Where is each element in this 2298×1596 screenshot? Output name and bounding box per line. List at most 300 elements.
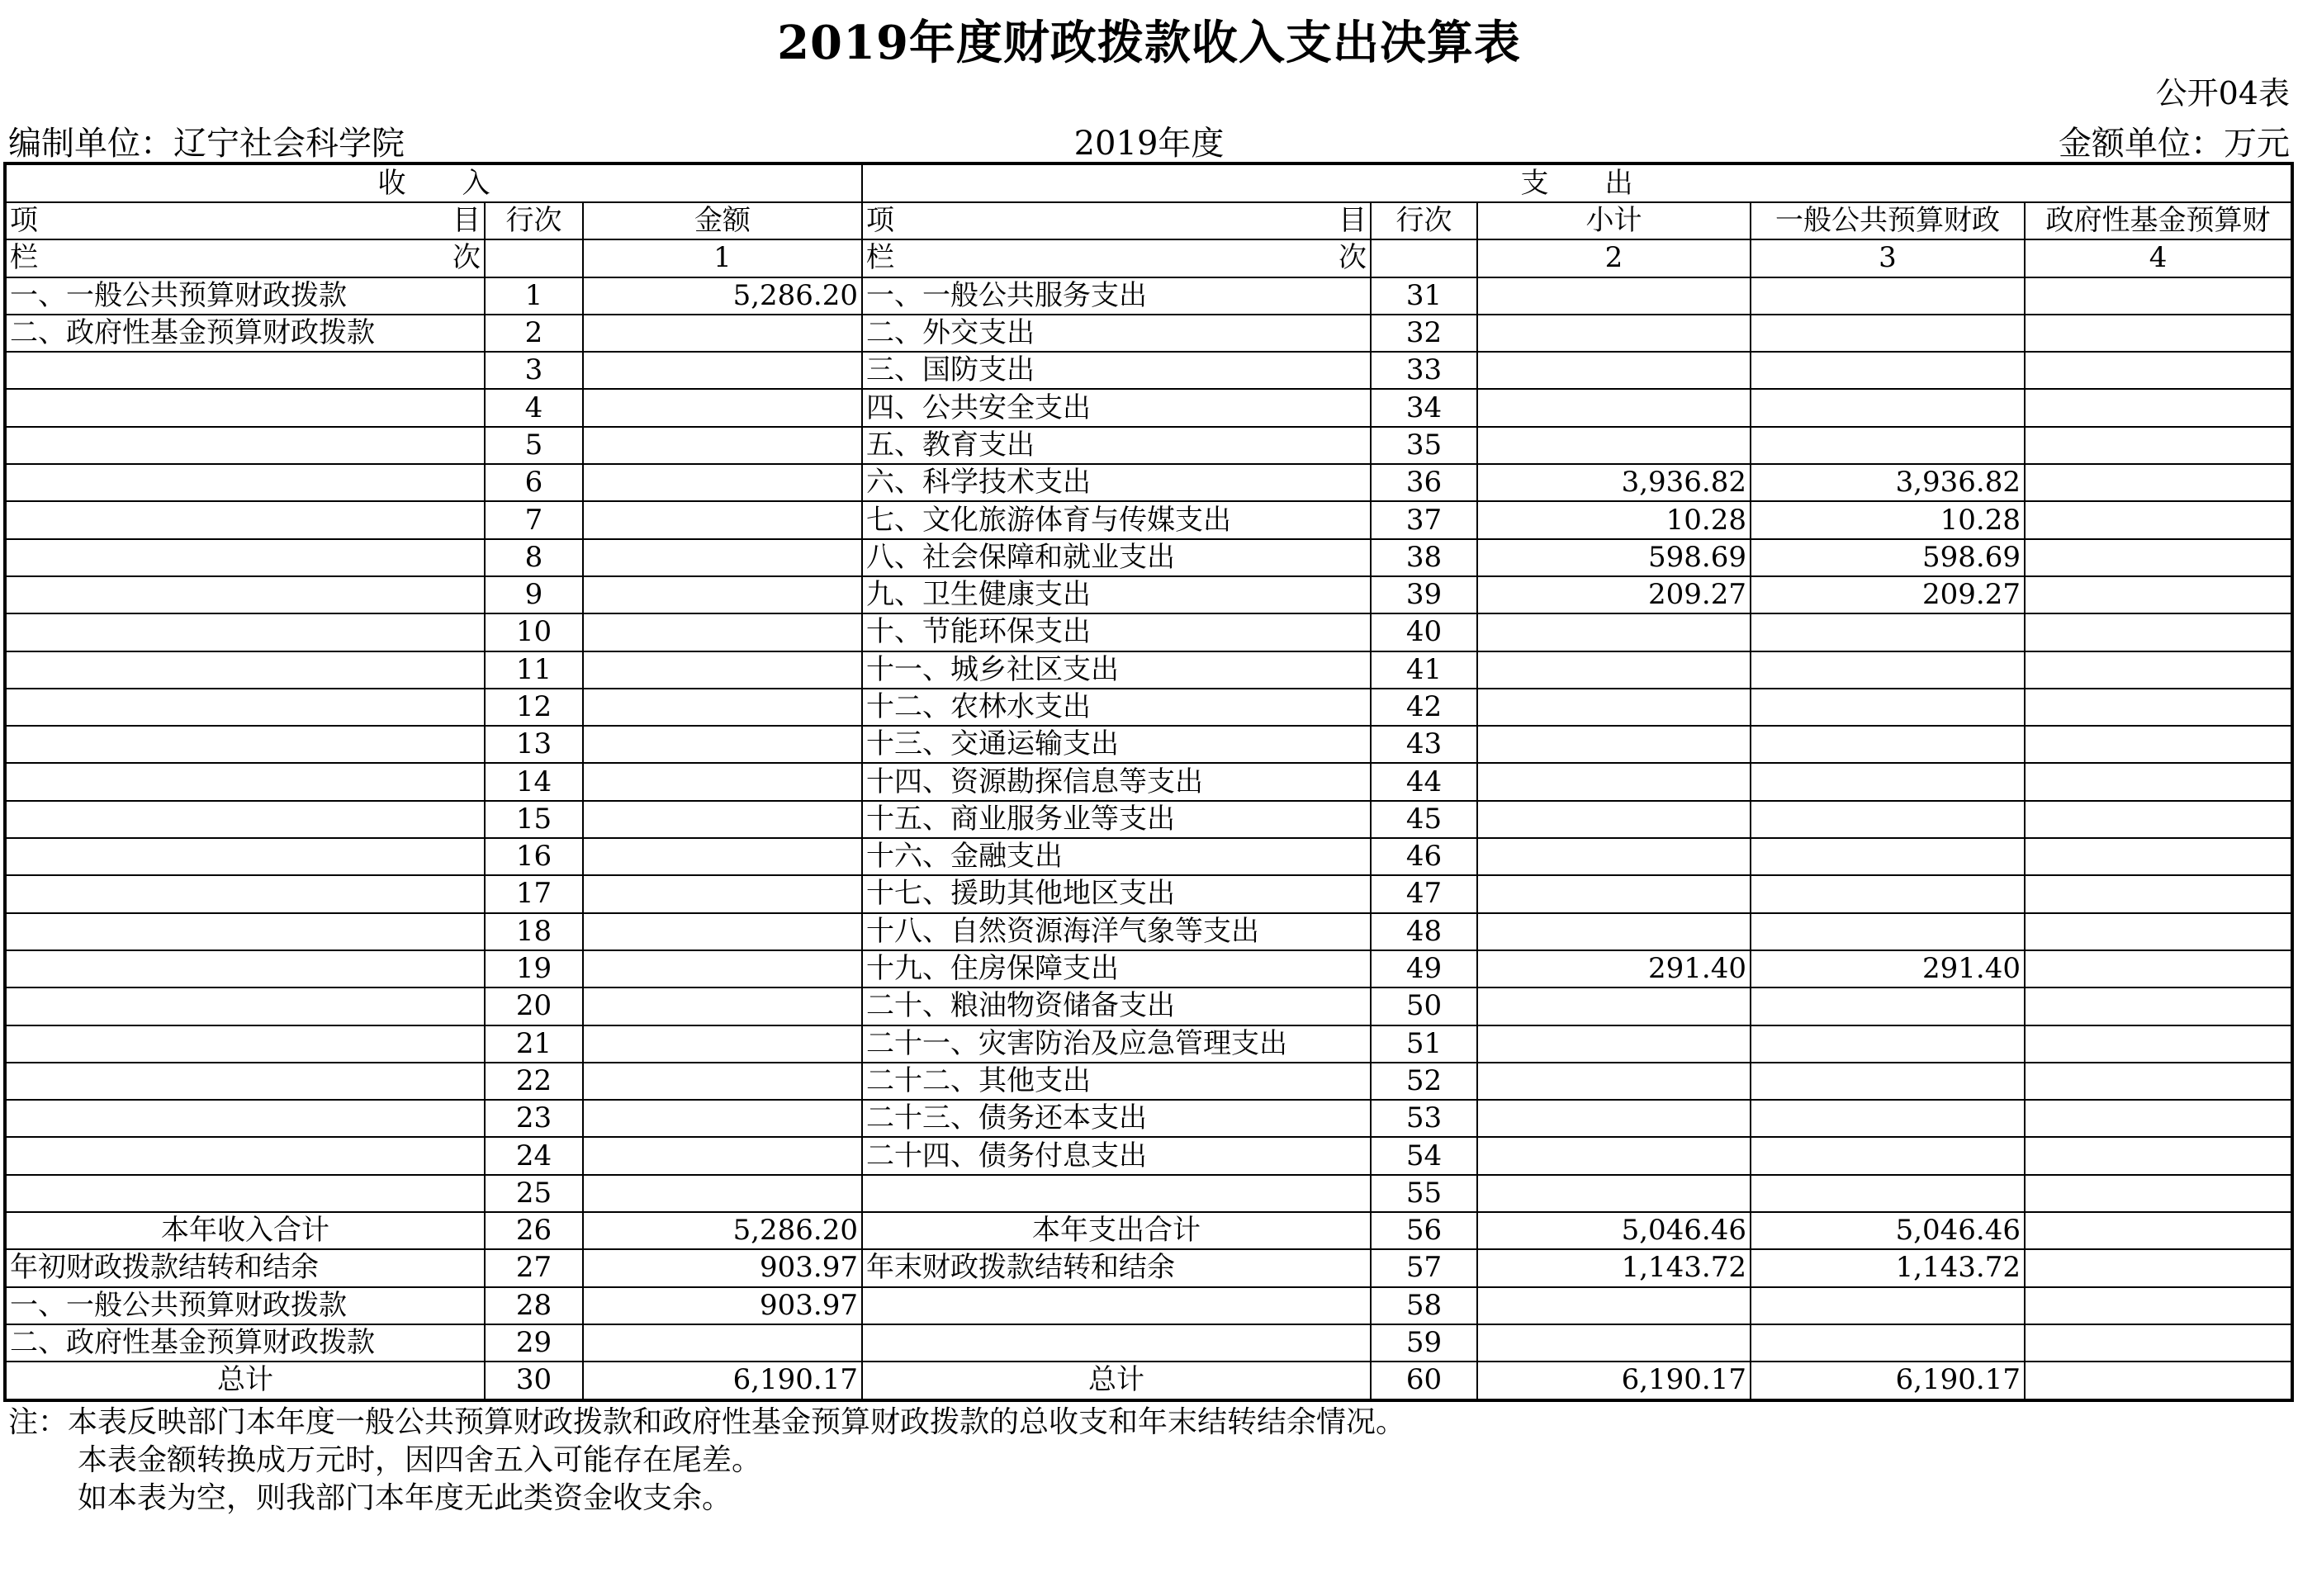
expense-subtotal-cell xyxy=(1477,1100,1751,1137)
income-amount-cell xyxy=(583,801,862,838)
expense-subtotal-cell xyxy=(1477,726,1751,763)
expense-row-no-cell: 46 xyxy=(1371,838,1477,875)
compiling-unit: 编制单位：辽宁社会科学院 xyxy=(8,125,405,163)
expense-general-cell xyxy=(1751,427,2025,464)
expense-subtotal-cell: 209.27 xyxy=(1477,576,1751,613)
income-row-no-cell: 26 xyxy=(485,1212,583,1249)
expense-general-cell xyxy=(1751,1175,2025,1212)
expense-general-cell xyxy=(1751,726,2025,763)
expense-general-cell xyxy=(1751,1287,2025,1324)
total-row xyxy=(5,1287,2292,1324)
table-row xyxy=(5,763,2292,800)
income-item-cell: 年初财政拨款结转和结余 xyxy=(5,1249,485,1286)
expense-subtotal-cell xyxy=(1477,838,1751,875)
income-row-no-cell: 21 xyxy=(485,1025,583,1063)
income-row-no-cell: 9 xyxy=(485,576,583,613)
expense-item-cell: 十、节能环保支出 xyxy=(862,613,1371,651)
expense-subtotal-cell xyxy=(1477,352,1751,389)
expense-row-no-cell: 53 xyxy=(1371,1100,1477,1137)
expense-general-cell xyxy=(1751,389,2025,426)
expense-fund-cell xyxy=(2025,875,2292,912)
expense-subtotal-cell: 3,936.82 xyxy=(1477,464,1751,501)
income-row-no-cell: 25 xyxy=(485,1175,583,1212)
income-item-cell xyxy=(5,539,485,576)
income-amount-cell xyxy=(583,1063,862,1100)
expense-item-cell: 二十二、其他支出 xyxy=(862,1063,1371,1100)
expense-subtotal-cell xyxy=(1477,689,1751,726)
expense-row-no-cell: 47 xyxy=(1371,875,1477,912)
expense-fund-cell xyxy=(2025,501,2292,538)
expense-fund-cell xyxy=(2025,613,2292,651)
expense-fund-cell xyxy=(2025,913,2292,950)
expense-general-cell xyxy=(1751,651,2025,689)
expense-row-no-cell: 48 xyxy=(1371,913,1477,950)
income-item-cell: 总计 xyxy=(5,1362,485,1399)
income-amount-cell xyxy=(583,427,862,464)
column-index-row xyxy=(5,239,2292,277)
expense-fund-cell xyxy=(2025,763,2292,800)
expense-general-cell xyxy=(1751,838,2025,875)
expense-fund-cell xyxy=(2025,689,2292,726)
expense-fund-cell xyxy=(2025,1137,2292,1174)
expense-row-no-cell: 38 xyxy=(1371,539,1477,576)
expense-item-cell: 七、文化旅游体育与传媒支出 xyxy=(862,501,1371,538)
income-amount-header: 金额 xyxy=(583,202,862,239)
income-amount-cell xyxy=(583,913,862,950)
table-row xyxy=(5,801,2292,838)
table-row xyxy=(5,576,2292,613)
expense-subtotal-cell xyxy=(1477,1287,1751,1324)
income-item-cell xyxy=(5,763,485,800)
income-amount-cell xyxy=(583,763,862,800)
income-row-no-cell: 15 xyxy=(485,801,583,838)
report-year: 2019年度 xyxy=(1073,125,1225,163)
income-amount-cell: 5,286.20 xyxy=(583,277,862,315)
expense-row-no-cell: 32 xyxy=(1371,315,1477,352)
general-budget-header: 一般公共预算财政 xyxy=(1751,202,2025,239)
income-amount-cell xyxy=(583,689,862,726)
income-row-no-cell: 29 xyxy=(485,1324,583,1362)
expense-general-cell xyxy=(1751,763,2025,800)
expense-row-no-header: 行次 xyxy=(1371,202,1477,239)
income-item-cell xyxy=(5,651,485,689)
expense-item-cell: 十三、交通运输支出 xyxy=(862,726,1371,763)
income-item-header: 项 目 xyxy=(5,202,485,239)
table-row xyxy=(5,613,2292,651)
income-row-no-cell: 11 xyxy=(485,651,583,689)
group-header-row xyxy=(5,163,2292,202)
income-amount-cell xyxy=(583,464,862,501)
expense-general-cell xyxy=(1751,689,2025,726)
income-row-no-cell: 23 xyxy=(485,1100,583,1137)
expense-fund-cell xyxy=(2025,539,2292,576)
income-row-no-cell: 17 xyxy=(485,875,583,912)
amount-unit: 金额单位：万元 xyxy=(2059,125,2290,163)
expense-fund-cell xyxy=(2025,427,2292,464)
expense-item-cell: 三、国防支出 xyxy=(862,352,1371,389)
expense-subtotal-cell: 10.28 xyxy=(1477,501,1751,538)
expense-general-cell: 5,046.46 xyxy=(1751,1212,2025,1249)
expense-fund-cell xyxy=(2025,315,2292,352)
table-row xyxy=(5,389,2292,426)
total-row xyxy=(5,1324,2292,1362)
income-row-no-cell: 28 xyxy=(485,1287,583,1324)
income-group-header: 收 入 xyxy=(5,163,862,202)
income-row-no-cell: 13 xyxy=(485,726,583,763)
expense-fund-cell xyxy=(2025,1249,2292,1286)
table-row xyxy=(5,427,2292,464)
expense-subtotal-cell: 291.40 xyxy=(1477,950,1751,987)
expense-row-no-cell: 57 xyxy=(1371,1249,1477,1286)
table-row xyxy=(5,726,2292,763)
expense-item-cell xyxy=(862,1324,1371,1362)
expense-item-cell: 一、一般公共服务支出 xyxy=(862,277,1371,315)
table-row xyxy=(5,277,2292,315)
expense-row-no-cell: 50 xyxy=(1371,987,1477,1025)
expense-fund-cell xyxy=(2025,277,2292,315)
expense-subtotal-cell xyxy=(1477,427,1751,464)
expense-subtotal-cell: 598.69 xyxy=(1477,539,1751,576)
income-item-cell: 一、一般公共预算财政拨款 xyxy=(5,277,485,315)
expense-general-cell: 209.27 xyxy=(1751,576,2025,613)
subtotal-header: 小计 xyxy=(1477,202,1751,239)
expense-general-cell: 598.69 xyxy=(1751,539,2025,576)
expense-row-no-cell: 51 xyxy=(1371,1025,1477,1063)
income-row-no-header: 行次 xyxy=(485,202,583,239)
expense-item-cell: 十四、资源勘探信息等支出 xyxy=(862,763,1371,800)
expense-fund-cell xyxy=(2025,1324,2292,1362)
table-row xyxy=(5,689,2292,726)
income-item-cell xyxy=(5,427,485,464)
income-lan-label: 栏 次 xyxy=(5,239,485,277)
income-amount-cell: 6,190.17 xyxy=(583,1362,862,1399)
income-item-cell xyxy=(5,875,485,912)
expense-general-cell xyxy=(1751,1025,2025,1063)
income-row-no-cell: 22 xyxy=(485,1063,583,1100)
income-amount-cell xyxy=(583,501,862,538)
income-amount-cell xyxy=(583,315,862,352)
expense-item-cell: 二十三、债务还本支出 xyxy=(862,1100,1371,1137)
col-index-1: 1 xyxy=(583,239,862,277)
income-row-no-cell: 20 xyxy=(485,987,583,1025)
income-row-no-cell: 27 xyxy=(485,1249,583,1286)
income-amount-cell xyxy=(583,576,862,613)
income-item-cell xyxy=(5,576,485,613)
expense-row-no-cell: 40 xyxy=(1371,613,1477,651)
expense-subtotal-cell xyxy=(1477,651,1751,689)
col-index-2: 2 xyxy=(1477,239,1751,277)
expense-row-no-cell: 59 xyxy=(1371,1324,1477,1362)
expense-subtotal-cell xyxy=(1477,613,1751,651)
expense-fund-cell xyxy=(2025,801,2292,838)
expense-subtotal-cell xyxy=(1477,801,1751,838)
expense-general-cell xyxy=(1751,875,2025,912)
income-item-cell xyxy=(5,987,485,1025)
expense-item-cell xyxy=(862,1287,1371,1324)
table-row xyxy=(5,1137,2292,1174)
expense-item-cell: 十五、商业服务业等支出 xyxy=(862,801,1371,838)
expense-subtotal-cell xyxy=(1477,1063,1751,1100)
income-row-no-cell: 18 xyxy=(485,913,583,950)
income-amount-cell xyxy=(583,1137,862,1174)
expense-item-cell: 总计 xyxy=(862,1362,1371,1399)
footnote-1: 注：本表反映部门本年度一般公共预算财政拨款和政府性基金预算财政拨款的总收支和年末结转结余情况。 xyxy=(8,1405,1406,1439)
expense-subtotal-cell: 5,046.46 xyxy=(1477,1212,1751,1249)
expense-row-no-cell: 49 xyxy=(1371,950,1477,987)
income-item-cell xyxy=(5,913,485,950)
income-amount-cell xyxy=(583,950,862,987)
income-item-cell xyxy=(5,501,485,538)
expense-subtotal-cell xyxy=(1477,277,1751,315)
expense-item-header: 项 目 xyxy=(862,202,1371,239)
income-amount-cell: 5,286.20 xyxy=(583,1212,862,1249)
page-title: 2019年度财政拨款收入支出决算表 xyxy=(777,16,1521,70)
expense-fund-cell xyxy=(2025,1287,2292,1324)
income-amount-cell xyxy=(583,838,862,875)
income-item-cell xyxy=(5,1063,485,1100)
income-amount-cell xyxy=(583,1324,862,1362)
income-item-cell xyxy=(5,352,485,389)
income-item-cell xyxy=(5,464,485,501)
expense-row-no-cell: 37 xyxy=(1371,501,1477,538)
expense-general-cell xyxy=(1751,987,2025,1025)
expense-general-cell: 3,936.82 xyxy=(1751,464,2025,501)
table-row xyxy=(5,1025,2292,1063)
income-lan-blank xyxy=(485,239,583,277)
footnote-2: 本表金额转换成万元时，因四舍五入可能存在尾差。 xyxy=(78,1443,762,1477)
income-amount-cell xyxy=(583,875,862,912)
income-amount-cell xyxy=(583,389,862,426)
table-row xyxy=(5,950,2292,987)
income-item-cell xyxy=(5,950,485,987)
gov-fund-header: 政府性基金预算财 xyxy=(2025,202,2292,239)
table-row xyxy=(5,1100,2292,1137)
expense-item-cell: 九、卫生健康支出 xyxy=(862,576,1371,613)
income-amount-cell xyxy=(583,651,862,689)
income-row-no-cell: 2 xyxy=(485,315,583,352)
expense-row-no-cell: 55 xyxy=(1371,1175,1477,1212)
table-row xyxy=(5,352,2292,389)
income-amount-cell xyxy=(583,1100,862,1137)
income-row-no-cell: 30 xyxy=(485,1362,583,1399)
income-item-cell xyxy=(5,613,485,651)
expense-row-no-cell: 41 xyxy=(1371,651,1477,689)
expense-item-cell xyxy=(862,1175,1371,1212)
income-row-no-cell: 7 xyxy=(485,501,583,538)
expense-row-no-cell: 33 xyxy=(1371,352,1477,389)
expense-general-cell xyxy=(1751,801,2025,838)
expense-general-cell: 1,143.72 xyxy=(1751,1249,2025,1286)
income-amount-cell xyxy=(583,726,862,763)
budget-table xyxy=(3,162,2294,1402)
expense-subtotal-cell xyxy=(1477,763,1751,800)
expense-item-cell: 四、公共安全支出 xyxy=(862,389,1371,426)
expense-item-cell: 二十一、灾害防治及应急管理支出 xyxy=(862,1025,1371,1063)
table-row xyxy=(5,501,2292,538)
expense-item-cell: 五、教育支出 xyxy=(862,427,1371,464)
expense-general-cell xyxy=(1751,352,2025,389)
expense-fund-cell xyxy=(2025,987,2292,1025)
income-amount-cell xyxy=(583,1025,862,1063)
expense-subtotal-cell xyxy=(1477,1025,1751,1063)
total-row xyxy=(5,1212,2292,1249)
income-item-cell xyxy=(5,1175,485,1212)
expense-subtotal-cell xyxy=(1477,987,1751,1025)
income-item-cell xyxy=(5,801,485,838)
income-item-cell xyxy=(5,1025,485,1063)
income-item-cell: 二、政府性基金预算财政拨款 xyxy=(5,315,485,352)
expense-item-cell: 十八、自然资源海洋气象等支出 xyxy=(862,913,1371,950)
expense-row-no-cell: 31 xyxy=(1371,277,1477,315)
income-item-cell xyxy=(5,726,485,763)
income-row-no-cell: 8 xyxy=(485,539,583,576)
income-item-cell: 二、政府性基金预算财政拨款 xyxy=(5,1324,485,1362)
table-row xyxy=(5,838,2292,875)
income-amount-cell xyxy=(583,987,862,1025)
income-row-no-cell: 4 xyxy=(485,389,583,426)
expense-lan-blank xyxy=(1371,239,1477,277)
income-row-no-cell: 24 xyxy=(485,1137,583,1174)
expense-subtotal-cell: 1,143.72 xyxy=(1477,1249,1751,1286)
expense-item-cell: 十二、农林水支出 xyxy=(862,689,1371,726)
total-row xyxy=(5,1362,2292,1399)
expense-row-no-cell: 44 xyxy=(1371,763,1477,800)
income-row-no-cell: 16 xyxy=(485,838,583,875)
income-item-cell: 一、一般公共预算财政拨款 xyxy=(5,1287,485,1324)
col-index-4: 4 xyxy=(2025,239,2292,277)
expense-row-no-cell: 35 xyxy=(1371,427,1477,464)
form-number: 公开04表 xyxy=(2155,75,2290,111)
expense-group-header: 支 出 xyxy=(862,163,2292,202)
expense-item-cell: 年末财政拨款结转和结余 xyxy=(862,1249,1371,1286)
expense-general-cell xyxy=(1751,1100,2025,1137)
expense-fund-cell xyxy=(2025,1025,2292,1063)
expense-fund-cell xyxy=(2025,464,2292,501)
expense-row-no-cell: 52 xyxy=(1371,1063,1477,1100)
income-item-cell xyxy=(5,389,485,426)
expense-fund-cell xyxy=(2025,1100,2292,1137)
expense-fund-cell xyxy=(2025,389,2292,426)
expense-general-cell: 6,190.17 xyxy=(1751,1362,2025,1399)
income-item-cell xyxy=(5,838,485,875)
col-index-3: 3 xyxy=(1751,239,2025,277)
expense-general-cell: 291.40 xyxy=(1751,950,2025,987)
expense-item-cell: 本年支出合计 xyxy=(862,1212,1371,1249)
expense-item-cell: 十一、城乡社区支出 xyxy=(862,651,1371,689)
income-amount-cell xyxy=(583,539,862,576)
expense-subtotal-cell xyxy=(1477,875,1751,912)
table-row xyxy=(5,539,2292,576)
expense-item-cell: 六、科学技术支出 xyxy=(862,464,1371,501)
expense-general-cell xyxy=(1751,315,2025,352)
table-row xyxy=(5,315,2292,352)
expense-subtotal-cell xyxy=(1477,913,1751,950)
income-item-cell xyxy=(5,1100,485,1137)
expense-general-cell: 10.28 xyxy=(1751,501,2025,538)
income-row-no-cell: 10 xyxy=(485,613,583,651)
income-row-no-cell: 1 xyxy=(485,277,583,315)
expense-row-no-cell: 39 xyxy=(1371,576,1477,613)
expense-general-cell xyxy=(1751,1324,2025,1362)
expense-general-cell xyxy=(1751,913,2025,950)
expense-lan-label: 栏 次 xyxy=(862,239,1371,277)
expense-general-cell xyxy=(1751,613,2025,651)
expense-general-cell xyxy=(1751,1137,2025,1174)
table-row xyxy=(5,875,2292,912)
table-row xyxy=(5,651,2292,689)
expense-general-cell xyxy=(1751,1063,2025,1100)
expense-general-cell xyxy=(1751,277,2025,315)
expense-subtotal-cell xyxy=(1477,1175,1751,1212)
expense-item-cell: 十七、援助其他地区支出 xyxy=(862,875,1371,912)
expense-subtotal-cell xyxy=(1477,1137,1751,1174)
income-row-no-cell: 3 xyxy=(485,352,583,389)
expense-item-cell: 十九、住房保障支出 xyxy=(862,950,1371,987)
expense-item-cell: 二、外交支出 xyxy=(862,315,1371,352)
expense-row-no-cell: 43 xyxy=(1371,726,1477,763)
total-row xyxy=(5,1249,2292,1286)
expense-item-cell: 二十四、债务付息支出 xyxy=(862,1137,1371,1174)
expense-fund-cell xyxy=(2025,1362,2292,1399)
table-row xyxy=(5,464,2292,501)
income-row-no-cell: 14 xyxy=(485,763,583,800)
expense-fund-cell xyxy=(2025,726,2292,763)
expense-fund-cell xyxy=(2025,1063,2292,1100)
expense-row-no-cell: 36 xyxy=(1371,464,1477,501)
income-row-no-cell: 12 xyxy=(485,689,583,726)
table-row xyxy=(5,913,2292,950)
expense-row-no-cell: 45 xyxy=(1371,801,1477,838)
column-header-row xyxy=(5,202,2292,239)
table-row xyxy=(5,1063,2292,1100)
expense-fund-cell xyxy=(2025,950,2292,987)
expense-row-no-cell: 60 xyxy=(1371,1362,1477,1399)
expense-item-cell: 八、社会保障和就业支出 xyxy=(862,539,1371,576)
income-item-cell: 本年收入合计 xyxy=(5,1212,485,1249)
expense-fund-cell xyxy=(2025,1175,2292,1212)
income-row-no-cell: 6 xyxy=(485,464,583,501)
expense-fund-cell xyxy=(2025,1212,2292,1249)
expense-fund-cell xyxy=(2025,838,2292,875)
expense-subtotal-cell xyxy=(1477,389,1751,426)
expense-row-no-cell: 58 xyxy=(1371,1287,1477,1324)
income-amount-cell: 903.97 xyxy=(583,1287,862,1324)
footnote-3: 如本表为空，则我部门本年度无此类资金收支余。 xyxy=(78,1481,732,1515)
expense-row-no-cell: 54 xyxy=(1371,1137,1477,1174)
expense-item-cell: 十六、金融支出 xyxy=(862,838,1371,875)
income-row-no-cell: 5 xyxy=(485,427,583,464)
expense-item-cell: 二十、粮油物资储备支出 xyxy=(862,987,1371,1025)
income-item-cell xyxy=(5,689,485,726)
income-amount-cell xyxy=(583,352,862,389)
table-row xyxy=(5,1175,2292,1212)
table-row xyxy=(5,987,2292,1025)
income-row-no-cell: 19 xyxy=(485,950,583,987)
income-item-cell xyxy=(5,1137,485,1174)
expense-subtotal-cell xyxy=(1477,1324,1751,1362)
expense-row-no-cell: 56 xyxy=(1371,1212,1477,1249)
expense-row-no-cell: 42 xyxy=(1371,689,1477,726)
expense-subtotal-cell xyxy=(1477,315,1751,352)
expense-fund-cell xyxy=(2025,352,2292,389)
expense-fund-cell xyxy=(2025,576,2292,613)
income-amount-cell xyxy=(583,1175,862,1212)
expense-subtotal-cell: 6,190.17 xyxy=(1477,1362,1751,1399)
footnotes xyxy=(8,1404,1405,1518)
income-amount-cell: 903.97 xyxy=(583,1249,862,1286)
expense-fund-cell xyxy=(2025,651,2292,689)
expense-row-no-cell: 34 xyxy=(1371,389,1477,426)
